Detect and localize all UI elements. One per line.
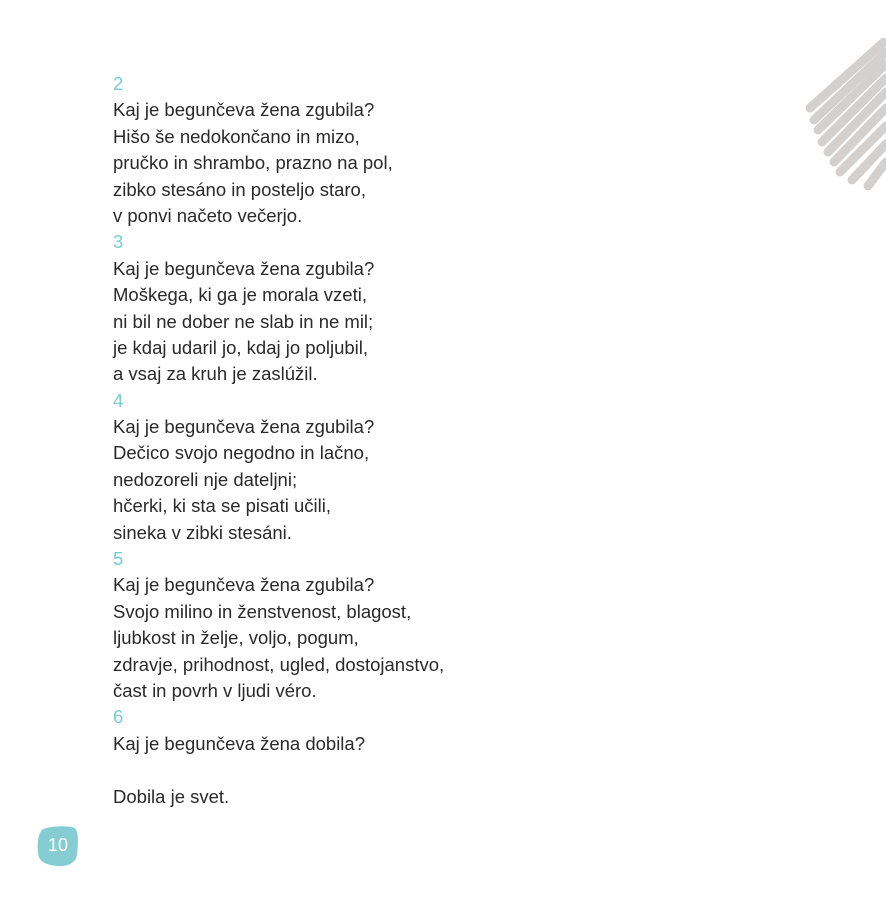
stanza-spacer — [113, 757, 533, 783]
poem-line: hčerki, ki sta se pisati učili, — [113, 495, 331, 517]
poem-line: zibko stesáno in posteljo staro, — [113, 178, 366, 200]
poem-body — [113, 71, 533, 810]
poem-line: Kaj je begunčeva žena zgubila? — [113, 416, 375, 438]
poem-line: Kaj je begunčeva žena zgubila? — [113, 257, 375, 279]
poem-line: a vsaj za kruh je zaslúžil. — [113, 363, 318, 385]
stanza-number: 3 — [113, 231, 124, 253]
poem-line: Moškega, ki ga je morala vzeti, — [113, 284, 367, 306]
stanza-number: 4 — [113, 389, 124, 411]
poem-line: v ponvi načeto večerjo. — [113, 204, 303, 226]
poem-line: ljubkost in želje, voljo, pogum, — [113, 627, 359, 649]
closing-line: Dobila je svet. — [113, 785, 230, 807]
poem-line: Kaj je begunčeva žena zgubila? — [113, 99, 375, 121]
stanza-number: 5 — [113, 548, 124, 570]
poem-line: čast in povrh v ljudi véro. — [113, 679, 317, 701]
poem-line: Kaj je begunčeva žena zgubila? — [113, 574, 375, 596]
corner-scribble-icon — [806, 38, 886, 190]
poem-line: zdravje, prihodnost, ugled, dostojanstvo, — [113, 653, 445, 675]
poem-line: Dečico svojo negodno in lačno, — [113, 442, 370, 464]
poem-line: nedozoreli nje dateljni; — [113, 468, 298, 490]
poem-line: Svojo milino in ženstvenost, blagost, — [113, 600, 412, 622]
page-number-badge — [37, 825, 79, 867]
stanza-number: 6 — [113, 706, 124, 728]
poem-line: pručko in shrambo, prazno na pol, — [113, 152, 393, 174]
poem-line: je kdaj udaril jo, kdaj jo poljubil, — [113, 336, 369, 358]
poem-line: sineka v zibki stesáni. — [113, 521, 292, 543]
poem-line: ni bil ne dober ne slab in ne mil; — [113, 310, 374, 332]
stanza-number: 2 — [113, 73, 124, 94]
poem-line: Kaj je begunčeva žena dobila? — [113, 732, 365, 754]
page-number: 10 — [47, 835, 69, 855]
poem-line: Hišo še nedokončano in mizo, — [113, 125, 360, 147]
